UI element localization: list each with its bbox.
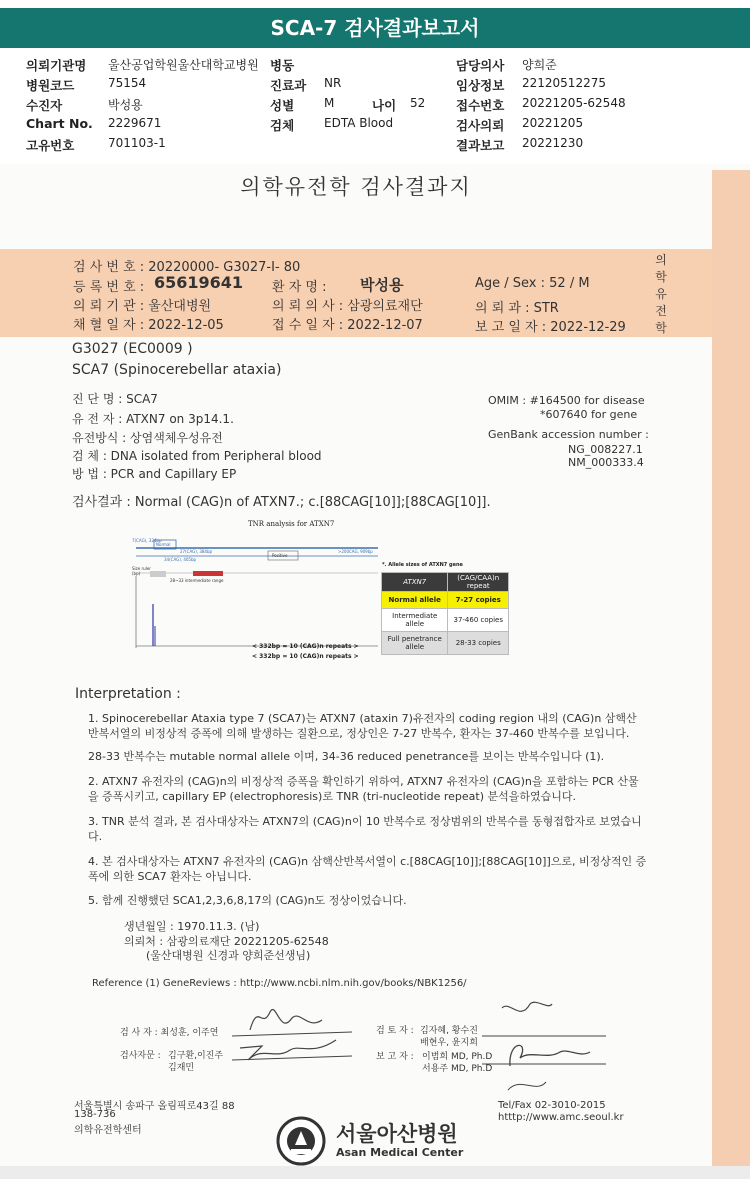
document-title: 의학유전학 검사결과지 — [240, 175, 472, 199]
institution-value: 울산공업학원울산대학교병원 — [108, 58, 259, 72]
interp-para-4: 4. 본 검사대상자는 ATXN7 유전자의 (CAG)n 삼핵산반복서열이 c.[88CAG[10]];[88CAG[10]]으로, 비정상적인 증폭에 의한 SCA7 환자는 아닙니다. — [88, 855, 647, 883]
asan-foundation-seal — [276, 1116, 326, 1166]
patient-label: 수진자 — [26, 98, 63, 113]
hospcode-value: 75154 — [108, 76, 147, 90]
table-cell: Full penetrance allele — [382, 632, 448, 655]
reference: Reference (1) GeneReviews : http://www.ncbi.nlm.nih.gov/books/NBK1256/ — [92, 978, 467, 989]
reviewer-label: 검 토 자 : — [376, 1026, 414, 1036]
age-value: 52 — [410, 96, 426, 110]
sex-label: 성별 — [270, 98, 295, 113]
patient-value: 박성용 — [108, 98, 143, 112]
interpretation-heading: Interpretation : — [75, 686, 181, 702]
table-header-cell: ATXN7 — [382, 573, 448, 592]
fig-label-27cag: 27(CAG), 384bp — [180, 549, 213, 554]
clinical-value: 22120512275 — [522, 76, 606, 90]
collection-date: 채 혈 일 자 : 2022-12-05 — [73, 318, 224, 333]
reg-number: 65619641 — [154, 273, 244, 292]
omim-disease: OMIM : #164500 for disease — [488, 394, 645, 407]
fig-label-normal: Normal — [156, 542, 171, 547]
ward-label: 병동 — [270, 58, 295, 73]
hospital-logo-korean: 서울아산병원 — [336, 1122, 458, 1146]
address-line-1: 서울특별시 송파구 올림픽로43길 88 — [74, 1101, 235, 1112]
referral-inst: 의뢰처 : 삼광의료재단 20221205-62548 — [124, 935, 329, 948]
specimen: 검 체 : DNA isolated from Peripheral blood — [72, 449, 322, 463]
fig-size-ruler: Size ruler (bp) — [132, 566, 151, 576]
vertical-char: 전 — [655, 304, 667, 318]
requesting-dept: 의 뢰 과 : STR — [475, 301, 559, 316]
uid-label: 고유번호 — [26, 138, 75, 153]
receipt-date: 접 수 일 자 : 2022-12-07 — [272, 318, 423, 333]
receipt-value: 20221205-62548 — [522, 96, 626, 110]
omim-gene: *607640 for gene — [540, 408, 638, 421]
report-date: 보 고 일 자 : 2022-12-29 — [475, 320, 626, 335]
patient-name-label: 환 자 명 : — [272, 280, 327, 295]
inheritance: 유전방식 : 상염색체우성유전 — [72, 431, 223, 445]
method: 방 법 : PCR and Capillary EP — [72, 467, 237, 481]
referral-doctor: (울산대병원 신경과 양희준선생님) — [146, 949, 311, 962]
institution-label: 의뢰기관명 — [26, 58, 87, 73]
requesting-inst: 의 뢰 기 관 : 울산대병원 — [73, 299, 212, 314]
table-cell: Normal allele — [382, 592, 448, 609]
reporter-names: 이범희 MD, Ph.D — [422, 1052, 493, 1062]
dept-label: 진료과 — [270, 78, 307, 93]
fig-label-intermediate: 28~33 intermediate range — [170, 578, 224, 583]
request-value: 20221205 — [522, 116, 584, 130]
specimen-value: EDTA Blood — [324, 116, 394, 130]
table-cell: 37-460 copies — [448, 609, 509, 632]
test-result: 검사결과 : Normal (CAG)n of ATXN7.; c.[88CAG[10]];[88CAG[10]]. — [72, 495, 491, 510]
test-code: G3027 (EC0009 ) — [72, 341, 193, 357]
tel-fax: Tel/Fax 02-3010-2015 — [498, 1100, 606, 1111]
uid-value: 701103-1 — [108, 136, 166, 150]
age-sex: Age / Sex : 52 / M — [475, 276, 590, 291]
reporter-label: 보 고 자 : — [376, 1052, 414, 1062]
report-date-value: 20221230 — [522, 136, 584, 150]
table-header-cell: (CAG/CAA)n repeat — [448, 573, 509, 592]
table-cell: 7-27 copies — [448, 592, 509, 609]
doctor-label: 담당의사 — [456, 58, 505, 73]
interp-para-1: 1. Spinocerebellar Ataxia type 7 (SCA7)는 ATXN7 (ataxin 7)유전자의 coding region 내의 (CAG)n 삼핵산 반복서열의 비정상적 증폭에 의해 발생하는 질환으로, 정상인은 7-27 반복수, 환자는 37-460 반복수를 보입니다. — [88, 712, 637, 740]
fig-label-34cag: 34(CAG), 405bp — [164, 557, 197, 562]
report-title-banner: SCA-7 검사결과보고서 — [0, 8, 750, 48]
reviewer-names-2: 배현우, 윤지희 — [420, 1038, 478, 1048]
footer-strip — [0, 1166, 750, 1179]
vertical-char: 의 — [655, 253, 667, 267]
chart-label: Chart No. — [26, 116, 93, 131]
interp-para-1b: 28-33 반복수는 mutable normal allele 이며, 34-36 reduced penetrance를 보이는 반복수입니다 (1). — [88, 750, 605, 763]
diagnosis: 진 단 명 : SCA7 — [72, 392, 158, 406]
tester: 검 사 자 : 최성훈, 이주연 — [120, 1028, 219, 1038]
specimen-label: 검체 — [270, 118, 295, 133]
website: htttp://www.amc.seoul.kr — [498, 1112, 624, 1123]
chart-value: 2229671 — [108, 116, 162, 130]
figure-note-1: < 332bp = 10 (CAG)n repeats > — [252, 643, 359, 650]
supervisor-names: 김구환,이진주 — [168, 1051, 224, 1061]
sex-value: M — [324, 96, 335, 110]
age-label: 나이 — [372, 98, 397, 113]
genbank-label: GenBank accession number : — [488, 428, 649, 441]
gene: 유 전 자 : ATXN7 on 3p14.1. — [72, 412, 234, 426]
birth-date: 생년월일 : 1970.11.3. (남) — [124, 920, 260, 933]
request-label: 검사의뢰 — [456, 118, 505, 133]
figure-title: TNR analysis for ATXN7 — [248, 520, 335, 528]
doctor-value: 양희준 — [522, 58, 557, 72]
fig-label-7cag: 7(CAG), 324bp — [132, 538, 162, 543]
report-date-label: 결과보고 — [456, 138, 505, 153]
receipt-label: 접수번호 — [456, 98, 505, 113]
interp-para-2: 2. ATXN7 유전자의 (CAG)n의 비정상적 증폭을 확인하기 위하여, ATXN7 유전자의 (CAG)n을 포함하는 PCR 산물을 증폭시키고, capillary EP (electrophoresis)로 TNR (tri-nucleotide repeat) 분석을하였습니다. — [88, 775, 639, 803]
supervisor-names-2: 김재민 — [168, 1063, 195, 1073]
interp-para-3: 3. TNR 분석 결과, 본 검사대상자는 ATXN7의 (CAG)n이 10 반복수로 정상범위의 반복수를 동형접합자로 보였습니다. — [88, 815, 642, 843]
reg-label: 등 록 번 호 : — [73, 280, 145, 295]
fig-label-200cag: >200CAG, 909bp — [338, 549, 373, 554]
table-cell: Intermediate allele — [382, 609, 448, 632]
figure-note-2: < 332bp = 10 (CAG)n repeats > — [252, 653, 359, 660]
patient-name: 박성용 — [360, 276, 404, 294]
address-line-3: 의학유전학센터 — [74, 1125, 142, 1136]
clinical-label: 임상정보 — [456, 78, 505, 93]
hospital-logo-english: Asan Medical Center — [336, 1146, 464, 1159]
vertical-char: 유 — [655, 287, 667, 301]
reviewer-names: 김자혜, 황수진 — [420, 1026, 478, 1036]
vertical-char: 학 — [655, 270, 667, 284]
genbank-nm: NM_000333.4 — [568, 456, 644, 469]
hospcode-label: 병원코드 — [26, 78, 75, 93]
reporter-names-2: 서용주 MD, Ph.D — [422, 1064, 493, 1074]
interp-para-5: 5. 함께 진행했던 SCA1,2,3,6,8,17의 (CAG)n도 정상이었습니다. — [88, 894, 407, 907]
vertical-char: 학 — [655, 321, 667, 335]
disease-name: SCA7 (Spinocerebellar ataxia) — [72, 362, 282, 378]
test-number: 검 사 번 호 : 20220000- G3027-I- 80 — [73, 260, 301, 275]
supervisor-label: 검사자문 : — [120, 1051, 161, 1061]
fig-label-positive: Positive — [272, 553, 288, 558]
requesting-doctor: 의 뢰 의 사 : 삼광의료재단 — [272, 299, 423, 314]
address-line-2: 138-736 — [74, 1109, 116, 1120]
table-cell: 28-33 copies — [448, 632, 509, 655]
seal-icon — [276, 1116, 326, 1166]
genbank-ng: NG_008227.1 — [568, 443, 643, 456]
dept-value: NR — [324, 76, 342, 90]
allele-table-title: *. Allele sizes of ATXN7 gene — [382, 562, 463, 568]
